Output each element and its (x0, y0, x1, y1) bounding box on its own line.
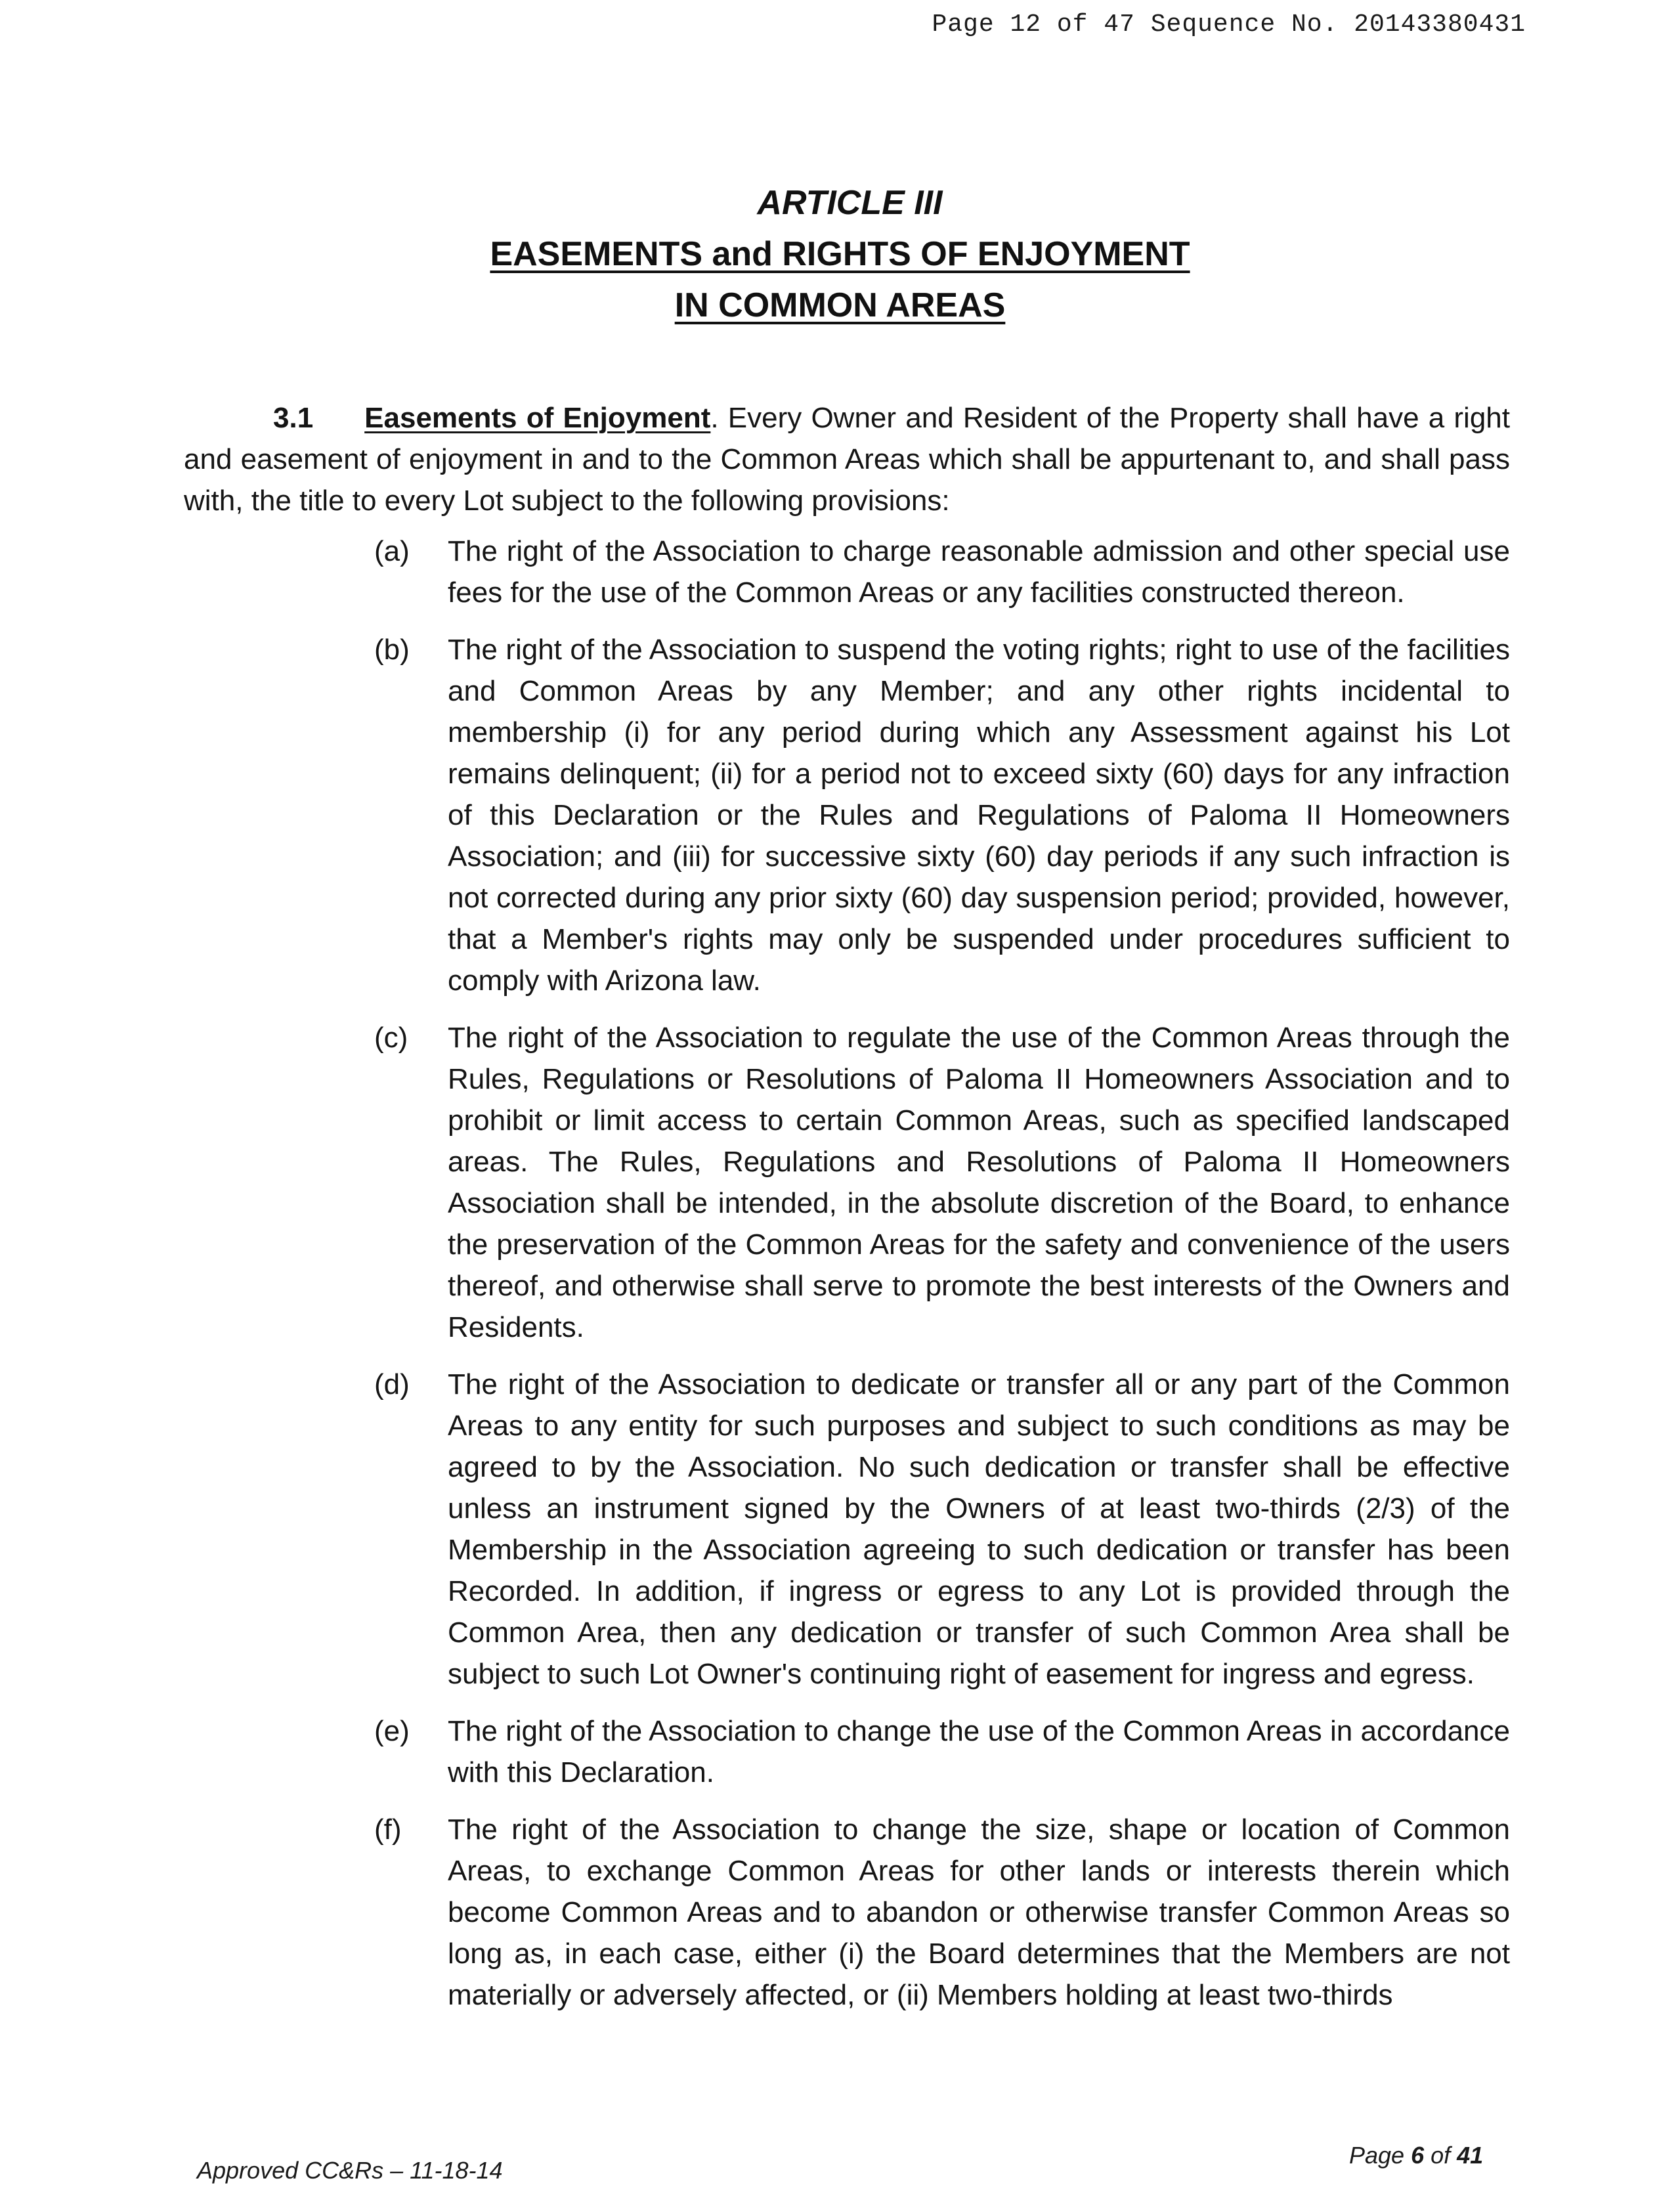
footer-approval-note: Approved CC&Rs – 11-18-14 (197, 2157, 503, 2184)
list-item-label: (f) (374, 1813, 402, 1846)
list-item-text: The right of the Association to change the size, shape or location of Common Areas, to exchange Common Areas for other lands or interests therein which become Common Areas and to abandon or otherwise transfer Common Areas so long as, in each case, either (i) the Board determines that the Members are not materially or adversely affected, or (ii) Members holding at least two-thirds (448, 1813, 1510, 2011)
list-item (184, 1364, 1510, 1695)
article-title-line-1: EASEMENTS and RIGHTS OF ENJOYMENT (490, 235, 1190, 273)
article-title-line-2: IN COMMON AREAS (674, 286, 1006, 324)
footer-page-of: of (1424, 2142, 1457, 2169)
section-intro-paragraph (184, 397, 1510, 521)
list-item-text: The right of the Association to regulate the use of the Common Areas through the Rules, Regulations or Resolutions of Paloma II Homeowners Association and to prohibit or limit access to certain Common Areas, such as specified landscaped areas. The Rules, Regulations and Resolutions of Paloma II Homeowners Association shall be intended, in the absolute discretion of the Board, to enhance the preservation of the Common Areas for the safety and convenience of the users thereof, and otherwise shall serve to promote the best interests of the Owners and Residents. (448, 1022, 1510, 1343)
list-item-text: The right of the Association to change the use of the Common Areas in accordance with this Declaration. (448, 1715, 1510, 1789)
list-item (184, 1017, 1510, 1348)
list-item-label: (c) (374, 1022, 408, 1054)
footer-page-current: 6 (1411, 2142, 1425, 2169)
list-item-label: (d) (374, 1368, 410, 1400)
article-body (184, 397, 1510, 2031)
section-heading: Easements of Enjoyment (364, 402, 711, 434)
list-item (184, 629, 1510, 1001)
footer-page-number (1349, 2142, 1483, 2169)
article-title-block (0, 177, 1680, 331)
sequence-header: Page 12 of 47 Sequence No. 20143380431 (932, 11, 1526, 39)
provisions-list (184, 531, 1510, 2016)
section-number: 3.1 (273, 402, 314, 434)
list-item-label: (b) (374, 634, 410, 666)
article-number: ARTICLE III (757, 184, 943, 222)
list-item (184, 1809, 1510, 2016)
footer-page-prefix: Page (1349, 2142, 1411, 2169)
list-item-text: The right of the Association to suspend the voting rights; right to use of the facilities and Common Areas by any Member; and any other rights incidental to membership (i) for any period during which any Assessment against his Lot remains delinquent; (ii) for a period not to exceed sixty (60) days for any infraction of this Declaration or the Rules and Regulations of Paloma II Homeowners Association; and (iii) for successive sixty (60) day periods if any such infraction is not corrected during any prior sixty (60) day suspension period; provided, however, that a Member's rights may only be suspended under procedures sufficient to comply with Arizona law. (448, 634, 1510, 997)
list-item-label: (a) (374, 535, 410, 567)
list-item (184, 531, 1510, 613)
section-intro-text: . Every Owner and Resident of the Property shall have a right and easement of enjoyment in and to the Common Areas which shall be appurtenant to, and shall pass with, the title to every Lot subject to the following provisions: (184, 402, 1510, 517)
list-item-label: (e) (374, 1715, 410, 1747)
list-item-text: The right of the Association to dedicate or transfer all or any part of the Common Areas to any entity for such purposes and subject to such conditions as may be agreed to by the Association. No such dedication or transfer shall be effective unless an instrument signed by the Owners of at least two-thirds (2/3) of the Membership in the Association agreeing to such dedication or transfer has been Recorded. In addition, if ingress or egress to any Lot is provided through the Common Area, then any dedication or transfer of such Common Area shall be subject to such Lot Owner's continuing right of easement for ingress and egress. (448, 1368, 1510, 1690)
footer-page-total: 41 (1457, 2142, 1484, 2169)
list-item-text: The right of the Association to charge reasonable admission and other special use fees for the use of the Common Areas or any facilities constructed thereon. (448, 535, 1510, 609)
list-item (184, 1710, 1510, 1793)
